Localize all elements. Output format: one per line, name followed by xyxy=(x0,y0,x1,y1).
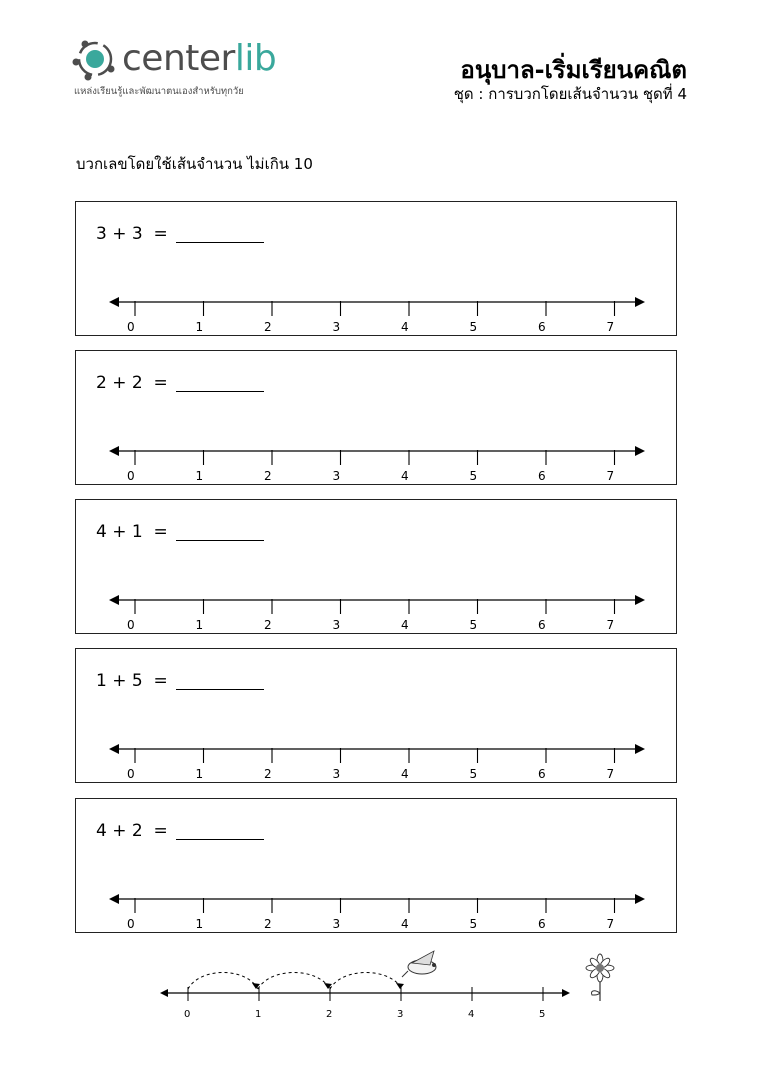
footer-tick-label: 1 xyxy=(255,1009,262,1020)
number-line-label: 0 xyxy=(127,767,135,781)
number-line xyxy=(76,351,676,484)
number-line-label: 2 xyxy=(264,767,272,781)
number-line-label: 5 xyxy=(469,917,478,931)
number-line-label: 5 xyxy=(469,767,478,781)
footer-tick-label: 3 xyxy=(397,1009,404,1020)
number-line-label: 5 xyxy=(469,618,478,632)
flower-icon xyxy=(586,954,614,1001)
footer-illustration xyxy=(150,945,630,1025)
left-arrow-icon xyxy=(109,894,119,904)
page-title: อนุบาล-เริ่มเรียนคณิต xyxy=(460,56,687,84)
number-line-label: 0 xyxy=(127,469,135,483)
problem-box xyxy=(75,201,677,336)
page-subtitle: ชุด : การบวกโดยเส้นจำนวน ชุดที่ 4 xyxy=(453,85,687,103)
number-line-label: 5 xyxy=(469,320,478,334)
number-line-label: 1 xyxy=(195,767,204,781)
logo-tagline: แหล่งเรียนรู้และพัฒนาตนเองสำหรับทุกวัย xyxy=(74,86,244,97)
number-line-label: 1 xyxy=(195,618,204,632)
problem-equation: 1 + 5 = xyxy=(96,671,168,691)
footer-tick-label: 5 xyxy=(539,1009,546,1020)
number-line-label: 7 xyxy=(606,917,615,931)
brand-logo xyxy=(72,36,292,102)
number-line-label: 3 xyxy=(332,469,341,483)
number-line-label: 6 xyxy=(538,767,546,781)
number-line-label: 0 xyxy=(127,320,135,334)
problem-equation: 3 + 3 = xyxy=(96,224,168,244)
number-line-label: 6 xyxy=(538,917,546,931)
number-line-label: 3 xyxy=(332,767,341,781)
number-line-label: 4 xyxy=(401,767,409,781)
problem-equation: 4 + 1 = xyxy=(96,522,168,542)
number-line xyxy=(76,799,676,932)
left-arrow-icon xyxy=(109,446,119,456)
number-line-label: 6 xyxy=(538,618,546,632)
number-line-label: 2 xyxy=(264,469,272,483)
problem-box xyxy=(75,499,677,634)
number-line xyxy=(76,202,676,335)
number-line-label: 3 xyxy=(332,320,341,334)
instruction-text: บวกเลขโดยใช้เส้นจำนวน ไม่เกิน 10 xyxy=(76,155,313,173)
number-line xyxy=(76,500,676,633)
right-arrow-icon xyxy=(635,446,645,456)
number-line-label: 4 xyxy=(401,320,409,334)
right-arrow-icon xyxy=(635,595,645,605)
number-line-label: 3 xyxy=(332,618,341,632)
jump-arc xyxy=(188,973,258,990)
problem-box xyxy=(75,350,677,485)
number-line-label: 5 xyxy=(469,469,478,483)
number-line-label: 2 xyxy=(264,917,272,931)
right-arrow-icon xyxy=(635,297,645,307)
number-line-label: 4 xyxy=(401,469,409,483)
problem-equation: 4 + 2 = xyxy=(96,821,168,841)
problem-box xyxy=(75,798,677,933)
jump-arc xyxy=(258,973,330,990)
left-arrow-icon xyxy=(109,297,119,307)
number-line-label: 7 xyxy=(606,767,615,781)
footer-tick-label: 4 xyxy=(468,1009,475,1020)
number-line-label: 7 xyxy=(606,469,615,483)
number-line-label: 1 xyxy=(195,469,204,483)
number-line-label: 1 xyxy=(195,320,204,334)
number-line-label: 1 xyxy=(195,917,204,931)
number-line-label: 0 xyxy=(127,917,135,931)
number-line-label: 4 xyxy=(401,618,409,632)
number-line xyxy=(76,649,676,782)
right-arrow-icon xyxy=(635,744,645,754)
logo-wordmark: centerlib xyxy=(122,38,277,79)
number-line-label: 2 xyxy=(264,618,272,632)
number-line-label: 2 xyxy=(264,320,272,334)
right-arrow-icon xyxy=(635,894,645,904)
centerlib-logo-icon xyxy=(72,36,118,82)
number-line-label: 6 xyxy=(538,469,546,483)
number-line-label: 3 xyxy=(332,917,341,931)
problem-box xyxy=(75,648,677,783)
number-line-label: 6 xyxy=(538,320,546,334)
footer-number-line xyxy=(160,987,570,1020)
left-arrow-icon xyxy=(109,744,119,754)
number-line-label: 7 xyxy=(606,618,615,632)
footer-tick-label: 2 xyxy=(326,1009,333,1020)
problem-equation: 2 + 2 = xyxy=(96,373,168,393)
number-line-label: 4 xyxy=(401,917,409,931)
left-arrow-icon xyxy=(109,595,119,605)
bird-icon xyxy=(402,951,436,977)
jump-arc xyxy=(330,973,402,990)
number-line-label: 0 xyxy=(127,618,135,632)
number-line-label: 7 xyxy=(606,320,615,334)
footer-tick-label: 0 xyxy=(184,1009,191,1020)
